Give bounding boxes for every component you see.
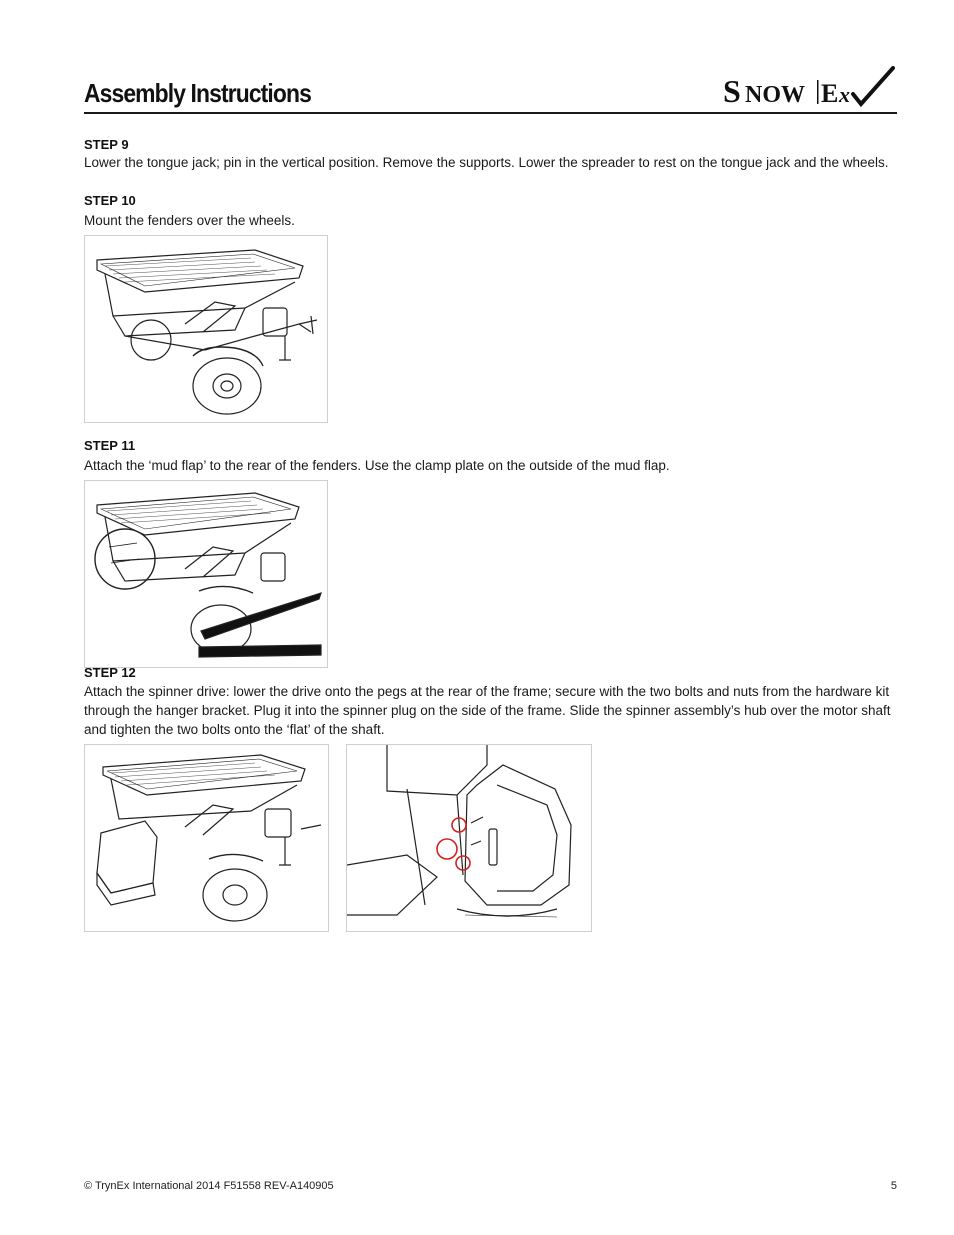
step-11-text: Attach the ‘mud flap’ to the rear of the fenders. Use the clamp plate on the outside of the mud flap.	[84, 458, 670, 473]
footer-copyright: © TrynEx International 2014 F51558 REV-A140905	[84, 1180, 334, 1192]
step-11-label: STEP 11	[84, 438, 136, 453]
step-10-label: STEP 10	[84, 193, 136, 208]
step-10-text: Mount the fenders over the wheels.	[84, 213, 295, 228]
step-9-label: STEP 9	[84, 137, 129, 152]
step-11-illustration	[84, 480, 328, 668]
step-12-illustration-right	[346, 744, 592, 932]
page-number: 5	[890, 1180, 897, 1192]
svg-text:E: E	[821, 79, 839, 108]
svg-text:NOW: NOW	[745, 82, 805, 108]
page-title: Assembly Instructions	[84, 78, 311, 108]
step-12-label: STEP 12	[84, 665, 136, 680]
svg-text:S: S	[723, 73, 741, 109]
step-12-text: Attach the spinner drive: lower the drive onto the pegs at the rear of the frame; secure with the two bolts and nuts from the hardware kit through the hanger bracket. Plug it into the spinner plug on the side of the frame. Slide the spinner assembly’s hub over the motor shaft and tighten the two bolts onto the ‘flat’ of the shaft.	[84, 684, 891, 737]
page-header	[84, 72, 897, 114]
step-9-text: Lower the tongue jack; pin in the vertical position. Remove the supports. Lower the spreader to rest on the tongue jack and the wheels.	[84, 155, 889, 170]
step-10-illustration	[84, 235, 328, 423]
svg-text:x: x	[839, 82, 850, 107]
snowex-logo	[721, 66, 897, 110]
step-12-illustration-left	[84, 744, 329, 932]
